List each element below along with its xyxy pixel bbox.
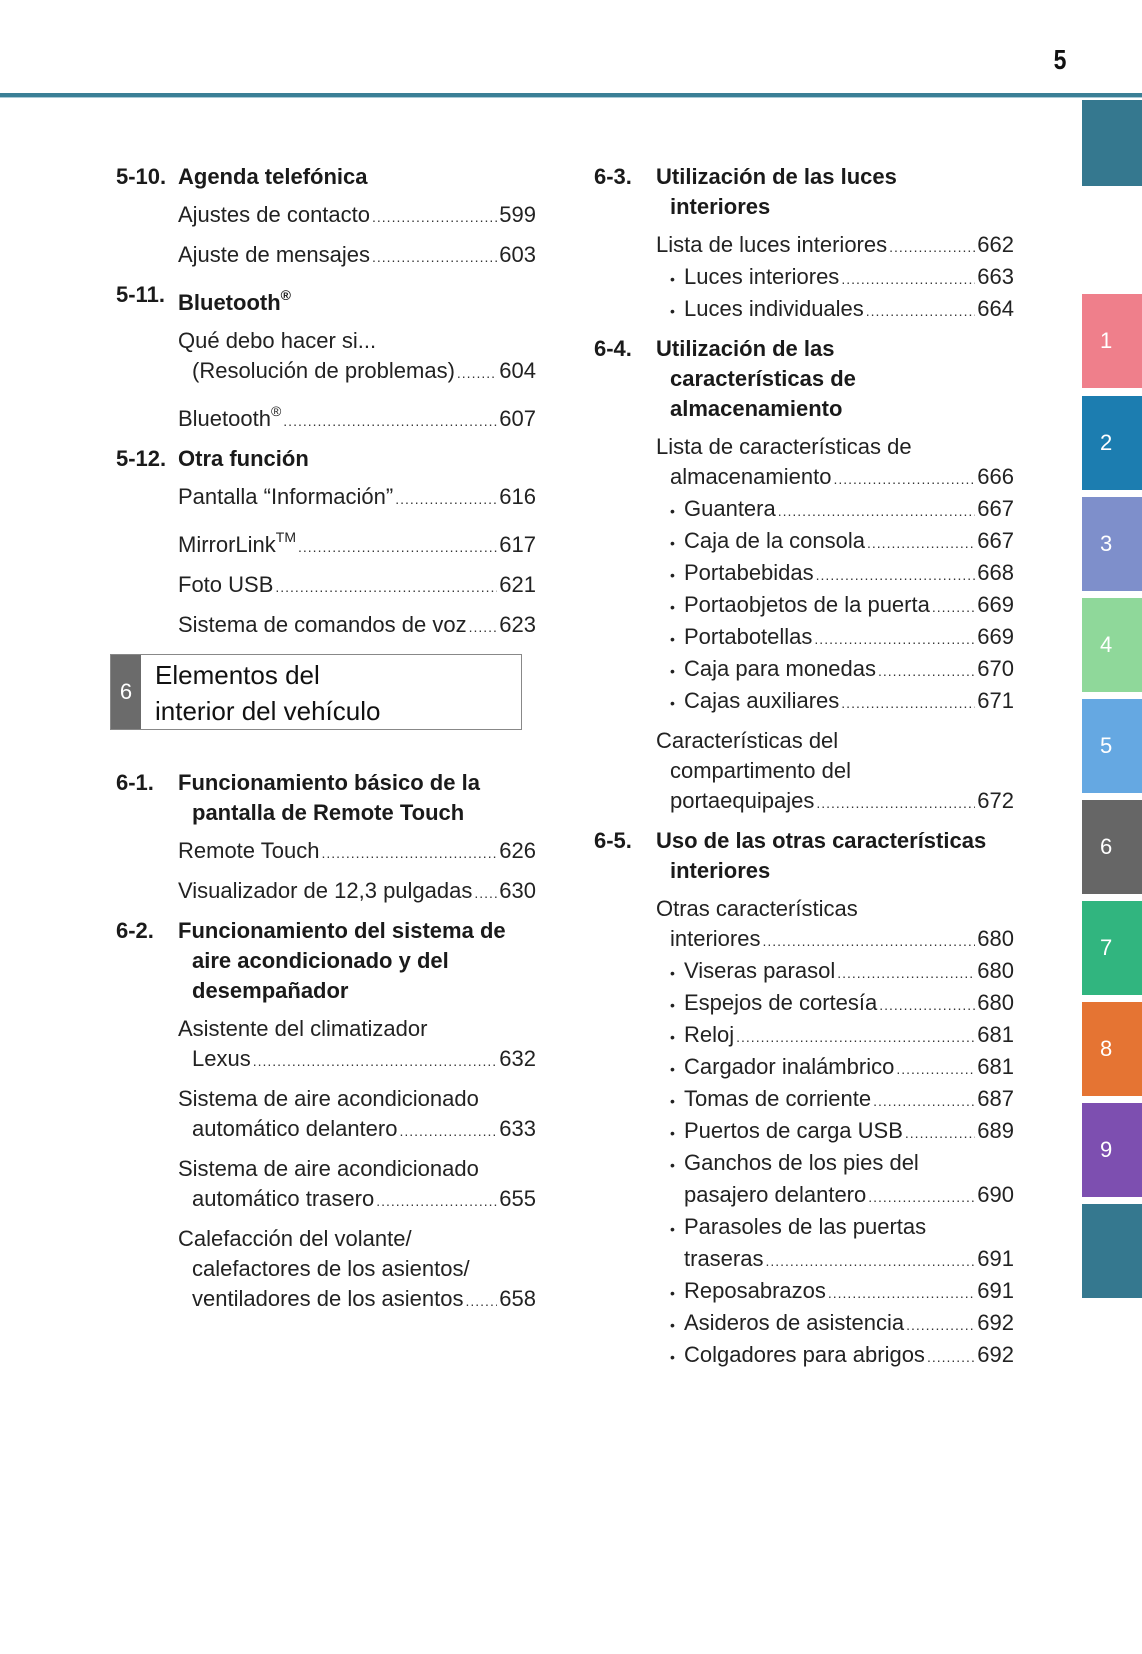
bullet-icon: • [670, 1093, 675, 1109]
bullet-icon: • [670, 695, 675, 711]
section-6-5: 6-5. Uso de las otras características interiores [594, 828, 987, 883]
bullet-icon: • [670, 1125, 675, 1141]
bullet-icon: • [670, 1157, 675, 1173]
bullet-icon: • [670, 1221, 675, 1237]
toc-bullet-entry[interactable]: • Caja de la consola ..... 667 [594, 526, 1014, 558]
toc-entry-cont[interactable]: interiores ..... 680 [594, 924, 1014, 956]
section-number: 6-3. [594, 164, 632, 189]
toc-entry-cont[interactable]: ventiladores de los asientos ..... 658 [116, 1284, 536, 1316]
section-number: 6-1. [116, 770, 154, 795]
bullet-icon: • [670, 535, 675, 551]
bullet-icon: • [670, 1317, 675, 1333]
tab-chapter-7[interactable]: 7 [1082, 901, 1142, 995]
toc-entry[interactable]: Calefacción del volante/ [178, 1226, 412, 1251]
toc-bullet-entry[interactable]: • Tomas de corriente ..... 687 [594, 1084, 1014, 1116]
toc-bullet-entry-cont[interactable]: traseras ..... 691 [594, 1244, 1014, 1276]
toc-bullet-entry[interactable]: • Guantera ..... 667 [594, 494, 1014, 526]
chapter-title: Elementos del interior del vehículo [155, 660, 381, 726]
section-6-2: 6-2. Funcionamiento del sistema de aire acondicionado y del desempañador [116, 918, 506, 1003]
toc-bullet-entry[interactable]: • Viseras parasol ..... 680 [594, 956, 1014, 988]
toc-entry[interactable]: Pantalla “Información” ..... 616 [116, 482, 536, 514]
tab-chapter-6[interactable]: 6 [1082, 800, 1142, 894]
bullet-icon: • [670, 965, 675, 981]
section-number: 5-11. [116, 282, 165, 307]
toc-entry[interactable]: Ajustes de contacto ..... 599 [116, 200, 536, 232]
section-5-10 [116, 162, 536, 192]
toc-bullet-entry[interactable]: • Asideros de asistencia ..... 692 [594, 1308, 1014, 1340]
bullet-icon: • [670, 503, 675, 519]
toc-entry[interactable]: Remote Touch ..... 626 [116, 836, 536, 868]
section-title: Bluetooth [178, 290, 281, 315]
toc-bullet-entry[interactable]: • Reloj ..... 681 [594, 1020, 1014, 1052]
section-number: 5-10. [116, 164, 167, 189]
toc-entry[interactable]: Sistema de aire acondicionado [178, 1086, 479, 1111]
toc-bullet-entry[interactable]: • Reposabrazos ..... 691 [594, 1276, 1014, 1308]
bullet-icon: • [670, 631, 675, 647]
bullet-icon: • [670, 997, 675, 1013]
bullet-icon: • [670, 663, 675, 679]
toc-bullet-entry[interactable]: • Puertos de carga USB ..... 689 [594, 1116, 1014, 1148]
tab-chapter-8[interactable]: 8 [1082, 1002, 1142, 1096]
tab-chapter-5[interactable]: 5 [1082, 699, 1142, 793]
toc-entry-cont[interactable]: almacenamiento ..... 666 [594, 462, 1014, 494]
toc-bullet-entry[interactable]: • Espejos de cortesía ..... 680 [594, 988, 1014, 1020]
tab-chapter-9[interactable]: 9 [1082, 1103, 1142, 1197]
section-title: Agenda telefónica [178, 164, 368, 189]
toc-entry[interactable]: Características del [656, 728, 839, 753]
section-number: 6-5. [594, 828, 632, 853]
toc-entry[interactable]: Sistema de comandos de voz ..... 623 [116, 610, 536, 642]
bullet-icon: • [670, 1349, 675, 1365]
toc-right-column [594, 162, 1014, 1372]
toc-bullet-entry[interactable]: • Luces individuales ..... 664 [594, 294, 1014, 326]
toc-entry[interactable]: MirrorLink™ ..... 617 [116, 522, 536, 562]
toc-entry-cont[interactable]: Lexus ..... 632 [116, 1044, 536, 1076]
toc-bullet-entry-cont[interactable]: pasajero delantero ..... 690 [594, 1180, 1014, 1212]
bullet-icon: • [670, 567, 675, 583]
chapter-number: 6 [111, 655, 141, 729]
toc-entry[interactable]: Lista de características de [656, 434, 912, 459]
toc-bullet-entry[interactable]: • Caja para monedas ..... 670 [594, 654, 1014, 686]
toc-bullet-entry[interactable]: • Ganchos de los pies del [594, 1148, 1014, 1180]
toc-entry-cont[interactable]: (Resolución de problemas) ..... 604 [116, 356, 536, 388]
toc-entry-cont[interactable]: automático delantero ..... 633 [116, 1114, 536, 1146]
tab-chapter-2[interactable]: 2 [1082, 396, 1142, 490]
toc-entry-cont[interactable]: compartimento del [670, 758, 851, 783]
bullet-icon: • [670, 1061, 675, 1077]
toc-bullet-entry[interactable]: • Colgadores para abrigos ..... 692 [594, 1340, 1014, 1372]
section-5-11: 5-11. Bluetooth® [116, 282, 291, 315]
toc-entry[interactable]: Foto USB ..... 621 [116, 570, 536, 602]
toc-bullet-entry[interactable]: • Luces interiores ..... 663 [594, 262, 1014, 294]
toc-left-column [116, 162, 536, 1316]
tab-top[interactable] [1082, 100, 1142, 186]
toc-entry[interactable]: Ajuste de mensajes ..... 603 [116, 240, 536, 272]
toc-bullet-entry[interactable]: • Portaobjetos de la puerta ..... 669 [594, 590, 1014, 622]
bullet-icon: • [670, 599, 675, 615]
section-6-3: 6-3. Utilización de las luces interiores [594, 164, 897, 219]
bullet-icon: • [670, 1285, 675, 1301]
section-number: 6-2. [116, 918, 154, 943]
bullet-icon: • [670, 303, 675, 319]
tab-chapter-4[interactable]: 4 [1082, 598, 1142, 692]
toc-entry-cont[interactable]: calefactores de los asientos/ [192, 1256, 470, 1281]
chapter-6-header [110, 654, 522, 730]
header-rule [0, 93, 1142, 97]
section-6-1: 6-1. Funcionamiento básico de la pantalla de Remote Touch [116, 770, 480, 825]
toc-entry[interactable]: Sistema de aire acondicionado [178, 1156, 479, 1181]
toc-entry-cont[interactable]: portaequipajes ..... 672 [594, 786, 1014, 818]
toc-entry[interactable]: Bluetooth® ..... 607 [116, 396, 536, 436]
section-number: 6-4. [594, 336, 632, 361]
toc-bullet-entry[interactable]: • Cargador inalámbrico ..... 681 [594, 1052, 1014, 1084]
toc-entry[interactable]: Visualizador de 12,3 pulgadas ..... 630 [116, 876, 536, 908]
page-number: 5 [1053, 44, 1067, 75]
toc-entry[interactable]: Lista de luces interiores ..... 662 [594, 230, 1014, 262]
toc-entry[interactable]: Asistente del climatizador [178, 1016, 428, 1041]
tab-chapter-3[interactable]: 3 [1082, 497, 1142, 591]
toc-entry-cont[interactable]: automático trasero ..... 655 [116, 1184, 536, 1216]
tab-chapter-1[interactable]: 1 [1082, 294, 1142, 388]
toc-entry[interactable]: Qué debo hacer si... [178, 328, 377, 353]
section-5-12 [116, 444, 536, 474]
toc-bullet-entry[interactable]: • Parasoles de las puertas [594, 1212, 1014, 1244]
toc-bullet-entry[interactable]: • Portabebidas ..... 668 [594, 558, 1014, 590]
section-6-4: 6-4. Utilización de las características de almacenamiento [594, 336, 856, 421]
tab-bottom[interactable] [1082, 1204, 1142, 1298]
toc-bullet-entry[interactable]: • Cajas auxiliares ..... 671 [594, 686, 1014, 718]
section-number: 5-12. [116, 446, 167, 471]
section-title: Otra función [178, 446, 309, 471]
bullet-icon: • [670, 271, 675, 287]
bullet-icon: • [670, 1029, 675, 1045]
toc-entry[interactable]: Otras características [656, 896, 858, 921]
toc-bullet-entry[interactable]: • Portabotellas ..... 669 [594, 622, 1014, 654]
